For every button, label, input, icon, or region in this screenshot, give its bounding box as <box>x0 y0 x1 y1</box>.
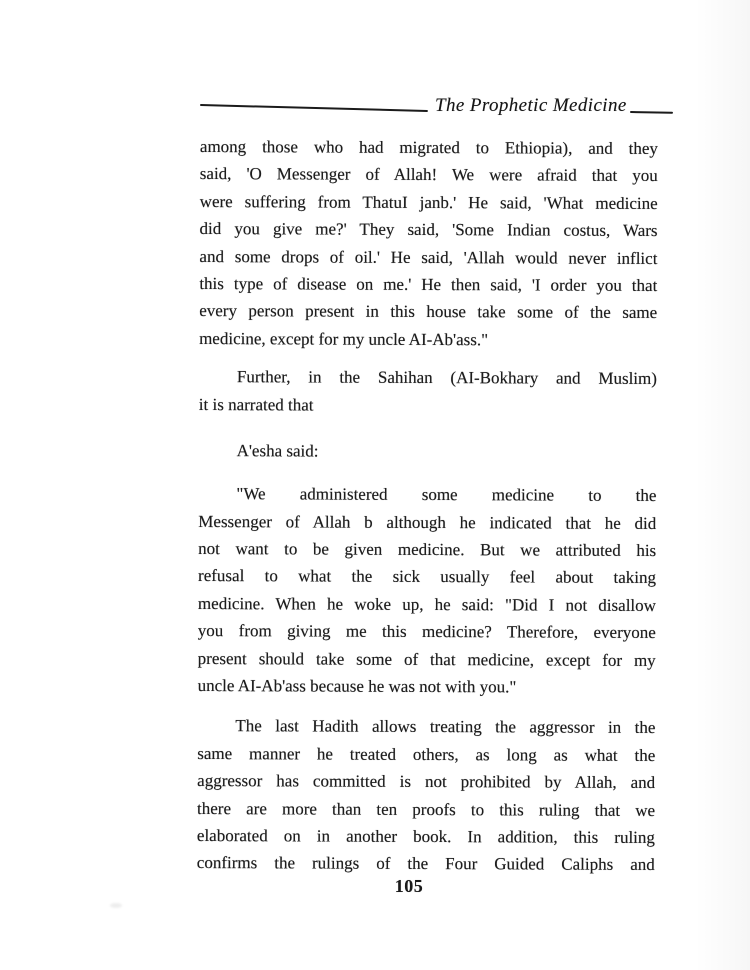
text-line: and some drops of oil.' He said, 'Allah would never inflict <box>199 246 658 268</box>
text-line: same manner he treated others, as long as what the <box>197 743 656 765</box>
running-head-title: The Prophetic Medicine <box>435 95 627 116</box>
text-line: you from giving me this medicine? Therefore, everyone <box>197 621 656 643</box>
text-line: among those who had migrated to Ethiopia), and they <box>199 136 658 158</box>
text-line: confirms the rulings of the Four Guided Caliphs and <box>196 853 655 875</box>
text-line: The last Hadith allows treating the aggressor in the <box>235 716 656 738</box>
scan-smudge-artifact <box>110 903 122 908</box>
text-line: it is narrated that <box>198 394 314 415</box>
header-rule-right <box>630 111 673 114</box>
paragraph <box>199 133 658 354</box>
text-line: every person present in this house take some of the same <box>199 301 658 323</box>
text-line: Further, in the Sahihan (AI-Bokhary and Muslim) <box>236 367 657 389</box>
text-line: this type of disease on me.' He then said, 'I order you that <box>199 273 658 295</box>
header-rule-left <box>200 104 428 112</box>
paragraph <box>198 480 657 701</box>
body-text <box>197 133 658 879</box>
paragraph <box>199 437 657 466</box>
page-number: 105 <box>394 876 424 896</box>
text-line: aggressor has committed is not prohibited by Allah, and <box>197 771 656 793</box>
paragraph <box>197 712 656 878</box>
text-line: "We administered some medicine to the <box>236 484 657 506</box>
text-line: elaborated on in another book. In addition, this ruling <box>196 825 655 847</box>
text-line: medicine. When he woke up, he said: "Did I not disallow <box>197 593 656 615</box>
text-line: not want to be given medicine. But we attributed his <box>198 539 657 561</box>
text-line: medicine, except for my uncle AI-Ab'ass." <box>199 328 489 349</box>
text-line: refusal to what the sick usually feel about taking <box>198 566 657 588</box>
text-line: were suffering from ThatuI janb.' He said, 'What medicine <box>199 191 658 213</box>
paragraph <box>199 363 657 420</box>
text-line: uncle AI-Ab'ass because he was not with you." <box>197 676 517 697</box>
text-line: there are more than ten proofs to this ruling that we <box>197 798 656 820</box>
text-line: did you give me?' They said, 'Some Indian costus, Wars <box>199 219 658 241</box>
text-line: present should take some of that medicine, except for my <box>197 648 656 670</box>
text-line: A'esha said: <box>236 441 319 461</box>
text-line: said, 'O Messenger of Allah! We were afraid that you <box>199 164 658 186</box>
text-line: Messenger of Allah b although he indicated that he did <box>198 511 657 533</box>
